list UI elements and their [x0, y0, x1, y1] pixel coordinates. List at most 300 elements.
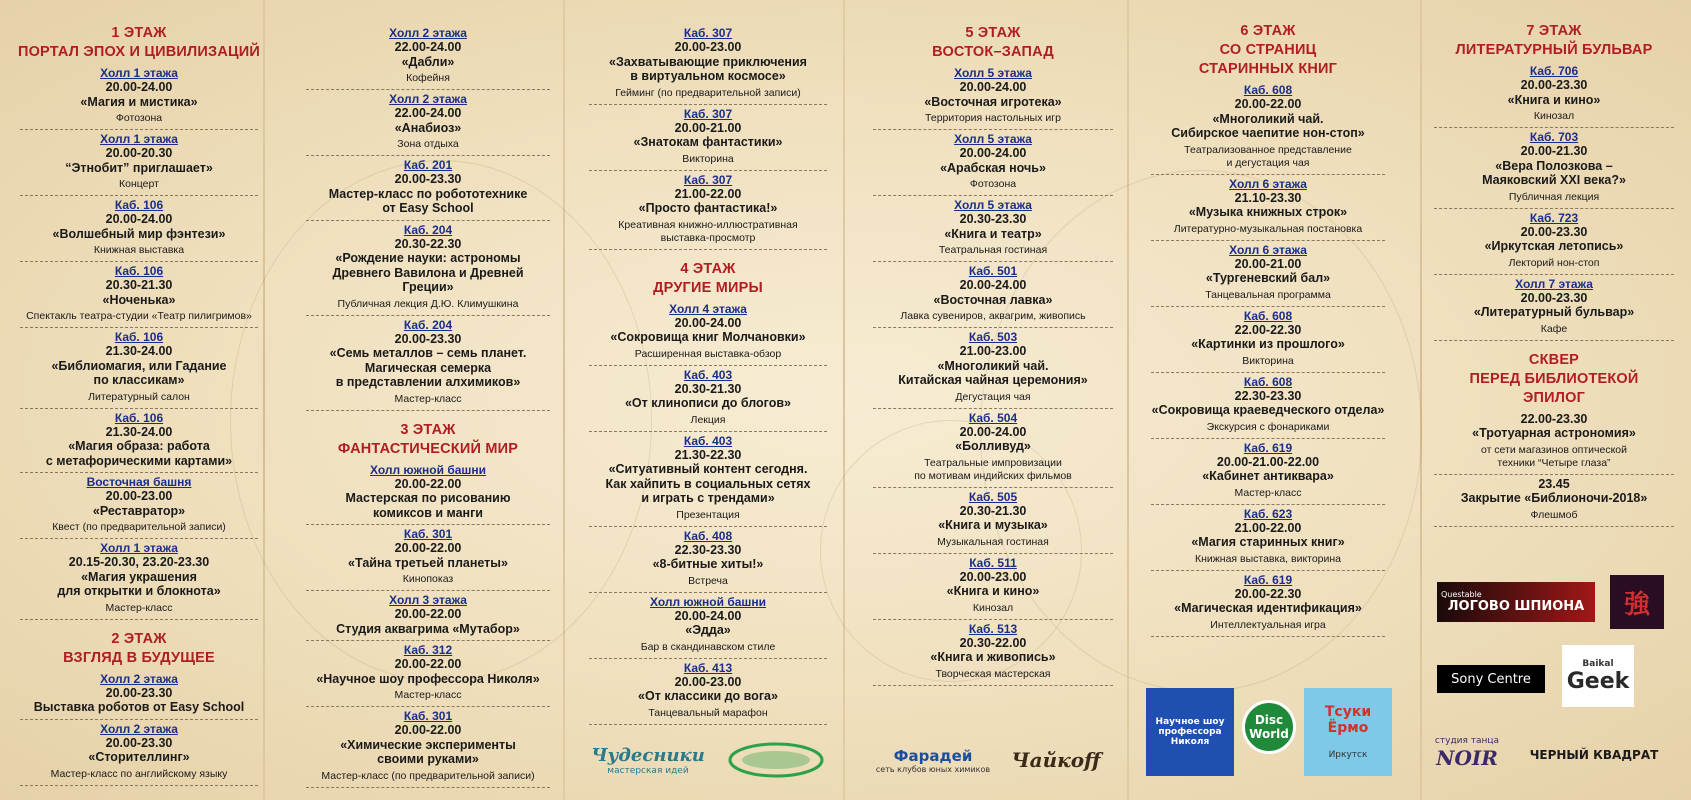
event-time: 20.30-23.30 — [959, 212, 1027, 226]
event-time: 21.00-22.00 — [674, 186, 742, 201]
event-description: Театральные импровизации по мотивам индийских фильмов — [914, 456, 1072, 482]
event-title: «Эдда» — [685, 623, 731, 637]
event-entry — [306, 316, 550, 411]
event-time: 20.00-23.00 — [674, 674, 742, 689]
event-time: 20.00-23.30 — [105, 685, 173, 700]
event-description: Мастер-класс — [105, 601, 173, 614]
section-heading — [1428, 22, 1680, 60]
event-time: 21.00-23.00 — [959, 344, 1027, 358]
event-title: Мастерская по рисованию комиксов и манги — [345, 491, 511, 520]
event-time: 20.00-24.00 — [105, 80, 173, 94]
event-entry — [20, 64, 258, 130]
event-entry — [1151, 505, 1385, 571]
event-location: Каб. 106 — [114, 330, 164, 344]
event-time: 20.30-21.30 — [105, 278, 173, 292]
event-entry — [20, 409, 258, 474]
event-time: 21.10-23.30 — [1234, 190, 1302, 205]
event-title: «Ноченька» — [102, 292, 176, 307]
heading-line: ПЕРЕД БИБЛИОТЕКОЙ — [1469, 370, 1639, 387]
section-heading — [1428, 351, 1680, 408]
heading-line: 3 ЭТАЖ — [400, 421, 456, 438]
event-title: «Библиомагия, или Гадание по классикам» — [51, 358, 227, 387]
section — [14, 630, 264, 786]
event-entry — [20, 670, 258, 720]
event-entry — [306, 156, 550, 221]
event-title: «Сокровища книг Молчановки» — [610, 330, 806, 344]
event-time: 22.00-23.30 — [1520, 411, 1588, 426]
event-location: Каб. 307 — [683, 172, 733, 187]
event-time: 20.30-21.30 — [959, 503, 1027, 518]
event-entry — [1151, 439, 1385, 505]
event-time: 20.00-23.30 — [394, 172, 462, 186]
event-time: 20.30-21.30 — [674, 381, 742, 396]
event-time: 22.00-24.00 — [394, 106, 462, 120]
event-location: Холл 4 этажа — [669, 301, 747, 316]
event-title: «Семь металлов – семь планет. Магическая семерка в представлении алхимиков» — [329, 346, 527, 389]
tsuki-subtitle: Иркутск — [1328, 750, 1368, 760]
event-entry — [873, 554, 1113, 620]
event-description: Дегустация чая — [955, 390, 1031, 403]
event-location: Холл 6 этажа — [1229, 242, 1307, 257]
event-location: Каб. 504 — [968, 410, 1018, 425]
heading-line: 4 ЭТАЖ — [680, 260, 736, 277]
event-description: Книжная выставка, викторина — [1194, 552, 1342, 565]
event-title: «Дабли» — [401, 54, 455, 69]
red-symbol-icon: 強 — [1623, 589, 1650, 620]
heading-line: ЭПИЛОГ — [1522, 389, 1586, 406]
chaikoff-title: Чайкоff — [1011, 748, 1101, 772]
event-location: Холл 3 этажа — [389, 593, 467, 607]
logovo-top: Questable — [1441, 590, 1482, 599]
faradey-logo — [868, 742, 998, 778]
event-title: «Магия образа: работа с метафорическими картами» — [45, 439, 233, 468]
event-title: «Сторителлинг» — [88, 750, 190, 764]
column-floor-3 — [583, 0, 833, 800]
event-title: «Болливуд» — [955, 439, 1031, 453]
event-location: Каб. 106 — [114, 410, 164, 425]
section-heading — [1145, 22, 1391, 79]
event-description: Танцевальная программа — [1205, 288, 1331, 301]
event-entry — [873, 409, 1113, 488]
event-description: Мастер-класс по английскому языку — [50, 767, 228, 780]
event-title: «Многоликий чай. Китайская чайная церемония» — [898, 358, 1088, 387]
event-entry — [20, 473, 258, 539]
noir-title: NOIR — [1436, 746, 1498, 770]
event-title: «Музыка книжных строк» — [1188, 205, 1348, 219]
logovo-title: ЛОГОВО ШПИОНА — [1447, 599, 1585, 614]
event-location: Холл 1 этажа — [100, 66, 178, 80]
event-title: «Захватывающие приключения в виртуальном космосе» — [609, 54, 807, 83]
event-title: «Книга и живопись» — [930, 650, 1056, 664]
event-time: 20.00-23.30 — [1520, 290, 1588, 305]
event-description: Мастер-класс — [1234, 486, 1302, 499]
event-location: Восточная башня — [86, 475, 192, 489]
column-floor-2 — [300, 0, 556, 800]
event-entry — [589, 527, 827, 593]
heading-line: ВОСТОК–ЗАПАД — [932, 44, 1054, 60]
event-time: 20.00-21.00 — [674, 120, 742, 135]
event-title: «Реставратор» — [92, 503, 186, 518]
fold-line — [1127, 0, 1129, 800]
event-entry — [589, 300, 827, 366]
event-entry — [306, 90, 550, 156]
event-entry — [1434, 209, 1674, 275]
event-description: Креативная книжно-иллюстративная выставка-просмотр — [618, 218, 798, 244]
sony-centre-logo — [1437, 665, 1545, 693]
event-location: Холл 2 этажа — [389, 92, 467, 106]
event-location: Каб. 106 — [114, 264, 164, 278]
event-location: Каб. 706 — [1529, 64, 1579, 78]
event-title: «Арабская ночь» — [940, 160, 1046, 175]
event-location: Каб. 723 — [1529, 210, 1579, 225]
event-description: Интеллектуальная игра — [1210, 618, 1326, 631]
event-entry — [589, 24, 827, 105]
event-description: Концерт — [119, 178, 159, 190]
event-entry — [1434, 275, 1674, 341]
event-entry — [589, 659, 827, 725]
event-description: Презентация — [676, 508, 740, 521]
event-entry — [20, 720, 258, 786]
section — [14, 24, 264, 620]
event-description: Территория настольных игр — [925, 112, 1061, 124]
event-entry — [589, 432, 827, 527]
event-title: «Иркутская летопись» — [1484, 239, 1624, 253]
heading-line: 7 ЭТАЖ — [1526, 23, 1582, 39]
baikal-top: Baikal — [1582, 658, 1614, 669]
event-description: Викторина — [1242, 354, 1294, 367]
event-entry — [1434, 410, 1674, 475]
noir-logo — [1432, 730, 1502, 776]
faradey-title: Фарадей — [893, 746, 973, 765]
heading-line: ПОРТАЛ ЭПОХ И ЦИВИЛИЗАЦИЙ — [17, 44, 261, 60]
fold-line — [1420, 0, 1422, 800]
kvadrat-title: ЧЕРНЫЙ КВАДРАТ — [1529, 748, 1659, 762]
event-title: «Книга и театр» — [944, 226, 1042, 241]
chudesniki-title: Чудесники — [591, 744, 705, 766]
event-description: Фотозона — [115, 112, 163, 124]
event-description: Кафе — [1540, 322, 1568, 335]
event-title: «Знатокам фантастики» — [633, 135, 783, 149]
event-time: 20.00-24.00 — [959, 80, 1027, 94]
faradey-subtitle: сеть клубов юных химиков — [875, 764, 991, 774]
event-title: «Восточная игротека» — [924, 94, 1062, 109]
event-time: 20.00-21.00-22.00 — [1216, 454, 1320, 469]
event-location: Каб. 513 — [968, 621, 1018, 636]
event-time: 20.00-23.30 — [105, 735, 173, 750]
event-entry — [589, 105, 827, 171]
section-heading — [14, 630, 264, 668]
event-time: 20.00-24.00 — [105, 212, 173, 226]
event-location: Каб. 501 — [968, 264, 1018, 278]
event-description: Встреча — [688, 574, 728, 587]
event-title: «Химические эксперименты своими руками» — [340, 737, 516, 766]
event-time: 20.00-23.00 — [674, 40, 742, 54]
event-title: Студия аквагрима «Мутабор» — [336, 621, 520, 636]
event-location: Холл 2 этажа — [100, 671, 178, 686]
event-description: Флешмоб — [1530, 508, 1578, 521]
nikola-logo — [1146, 688, 1234, 776]
event-location: Каб. 511 — [969, 555, 1017, 570]
event-entry — [589, 171, 827, 250]
section — [867, 24, 1119, 686]
event-entry — [306, 641, 550, 707]
event-title: «Восточная лавка» — [933, 292, 1053, 307]
section — [1145, 22, 1391, 637]
event-description: Кинозал — [1533, 110, 1575, 122]
event-description: Литературно-музыкальная постановка — [1173, 222, 1363, 235]
section-heading — [583, 260, 833, 298]
event-title: «Магия и мистика» — [80, 94, 198, 109]
fold-line — [563, 0, 565, 800]
event-description: Экскурсия с фонариками — [1206, 420, 1330, 433]
event-entry — [589, 593, 827, 659]
event-entry — [1151, 175, 1385, 241]
event-location: Холл 5 этажа — [954, 66, 1032, 80]
event-entry — [873, 196, 1113, 262]
event-title: Закрытие «Библионочи-2018» — [1460, 491, 1648, 505]
event-time: 21.00-22.00 — [1234, 520, 1302, 535]
event-location: Каб. 403 — [683, 367, 733, 382]
event-entry — [306, 24, 550, 90]
event-location: Холл 1 этажа — [100, 132, 178, 146]
event-title: «Вера Полозкова – Маяковский XXI века?» — [1482, 158, 1626, 187]
event-time: 20.00-22.00 — [1234, 97, 1302, 111]
event-title: «Кабинет антиквара» — [1202, 469, 1334, 483]
event-entry — [873, 130, 1113, 196]
event-location: Каб. 413 — [683, 660, 733, 675]
event-location: Каб. 619 — [1243, 440, 1293, 455]
event-title: «Книга и кино» — [1507, 92, 1601, 107]
baikal-geek-logo — [1562, 645, 1634, 707]
event-description: Музыкальная гостиная — [937, 535, 1049, 548]
event-location: Каб. 505 — [968, 489, 1018, 504]
event-location: Каб. 619 — [1243, 572, 1293, 587]
event-title: «Книга и кино» — [946, 584, 1040, 598]
event-entry — [873, 328, 1113, 409]
event-time: 23.45 — [1538, 476, 1570, 491]
tsuki-logo — [1304, 688, 1392, 776]
chudesniki-subtitle: мастерская идей — [607, 765, 689, 776]
green-club-logo — [726, 738, 826, 780]
event-entry — [306, 461, 550, 526]
event-entry — [306, 221, 550, 316]
event-title: «От клинописи до блогов» — [624, 396, 791, 410]
event-time: 20.00-23.00 — [959, 569, 1027, 584]
event-time: 20.30-22.30 — [394, 236, 462, 251]
event-time: 20.00-24.00 — [959, 146, 1027, 160]
heading-line: СО СТРАНИЦ — [1219, 42, 1317, 58]
event-location: Каб. 201 — [403, 158, 453, 172]
event-title: «От классики до вога» — [638, 689, 778, 703]
event-entry — [20, 196, 258, 262]
event-time: 20.00-22.00 — [394, 607, 462, 621]
event-description: Кинозал — [972, 601, 1014, 614]
event-entry — [1151, 241, 1385, 307]
section — [300, 24, 556, 411]
section — [1428, 351, 1680, 527]
section-heading — [867, 24, 1119, 62]
heading-line: СТАРИННЫХ КНИГ — [1198, 61, 1338, 77]
column-floor-5 — [867, 0, 1119, 800]
heading-line: СКВЕР — [1528, 351, 1580, 368]
event-location: Каб. 608 — [1243, 83, 1293, 97]
event-description: Квест (по предварительной записи) — [52, 521, 226, 533]
event-description: Фотозона — [969, 178, 1017, 190]
section-heading — [300, 421, 556, 459]
event-description: Бар в скандинавском стиле — [640, 640, 776, 653]
event-title: «Анабиоз» — [394, 120, 462, 135]
heading-line: ФАНТАСТИЧЕСКИЙ МИР — [337, 440, 519, 457]
event-description: Кофейня — [406, 72, 450, 84]
baikal-title: Geek — [1566, 668, 1630, 694]
section — [583, 24, 833, 250]
event-time: 21.30-22.30 — [674, 447, 742, 462]
event-title: «Тургеневский бал» — [1205, 271, 1331, 285]
event-location: Каб. 301 — [403, 709, 453, 723]
event-entry — [20, 328, 258, 409]
event-description: Спектакль театра-студии «Театр пилигримов» — [26, 310, 252, 322]
event-time: 20.15-20.30, 23.20-23.30 — [68, 555, 210, 569]
event-location: Каб. 106 — [114, 198, 164, 212]
event-entry — [873, 488, 1113, 554]
section — [300, 421, 556, 788]
event-title: «Ситуативный контент сегодня. Как хайпить в социальных сетях и играть с трендами» — [605, 462, 811, 505]
event-entry — [20, 262, 258, 328]
event-description: Книжная выставка — [93, 244, 185, 256]
section-heading — [14, 24, 264, 62]
event-time: 20.00-24.00 — [674, 608, 742, 623]
event-time: 21.30-24.00 — [105, 344, 173, 358]
fold-line — [843, 0, 845, 800]
section — [1428, 22, 1680, 341]
event-location: Каб. 307 — [683, 106, 733, 121]
event-entry — [873, 262, 1113, 328]
disc-world-logo — [1242, 700, 1296, 754]
event-location: Каб. 608 — [1243, 374, 1293, 389]
event-location: Холл 2 этажа — [100, 721, 178, 736]
event-entry — [1434, 475, 1674, 527]
event-location: Холл 7 этажа — [1515, 276, 1593, 291]
event-time: 20.00-20.30 — [105, 146, 173, 160]
event-title: «8-битные хиты!» — [652, 557, 764, 571]
event-description: Викторина — [682, 152, 734, 165]
column-floor-6 — [1145, 0, 1391, 800]
red-symbol-logo — [1610, 575, 1664, 629]
kvadrat-logo — [1508, 738, 1680, 772]
event-entry — [306, 525, 550, 591]
event-title: «Книга и музыка» — [938, 518, 1048, 532]
event-time: 20.00-21.00 — [1234, 256, 1302, 271]
event-entry — [1151, 373, 1385, 439]
event-time: 20.30-22.00 — [959, 635, 1027, 650]
event-description: Танцевальный марафон — [648, 706, 768, 719]
event-description: Театральная гостиная — [938, 244, 1048, 256]
event-description: Мастер-класс — [394, 689, 462, 701]
event-title: «Магическая идентификация» — [1174, 601, 1362, 615]
heading-line: ВЗГЛЯД В БУДУЩЕЕ — [63, 649, 215, 666]
nikola-title: Научное шоу профессора Николя — [1155, 717, 1225, 747]
event-entry — [873, 620, 1113, 686]
event-time: 21.30-24.00 — [105, 424, 173, 439]
event-time: 20.00-22.30 — [1234, 586, 1302, 601]
column-floor-1 — [14, 0, 264, 800]
heading-line: 2 ЭТАЖ — [111, 630, 167, 647]
event-time: 22.30-23.30 — [674, 542, 742, 557]
event-description: Лекция — [690, 413, 726, 426]
event-entry — [1434, 62, 1674, 128]
event-time: 20.00-23.30 — [394, 331, 462, 346]
event-entry — [20, 539, 258, 620]
event-description: от сети магазинов оптической техники “Четыре глаза” — [1480, 443, 1628, 469]
event-description: Публичная лекция Д.Ю. Климушкина — [337, 297, 519, 310]
event-location: Каб. 312 — [403, 643, 453, 657]
event-time: 20.00-22.00 — [394, 723, 462, 737]
heading-line: 6 ЭТАЖ — [1240, 23, 1296, 39]
event-location: Каб. 403 — [683, 433, 733, 448]
event-entry — [20, 130, 258, 196]
event-location: Холл южной башни — [369, 462, 487, 477]
event-time: 20.00-22.00 — [394, 476, 462, 491]
heading-line: 1 ЭТАЖ — [111, 25, 167, 41]
event-time: 20.00-24.00 — [674, 315, 742, 330]
event-title: «Рождение науки: астрономы Древнего Вавилона и Древней Греции» — [332, 251, 524, 294]
event-title: «Волшебный мир фэнтези» — [52, 226, 226, 241]
event-location: Холл 5 этажа — [954, 132, 1032, 146]
event-location: Каб. 623 — [1243, 506, 1293, 521]
event-title: «Просто фантастика!» — [638, 201, 778, 215]
event-entry — [306, 591, 550, 641]
event-title: «Многоликий чай. Сибирское чаепитие нон-стоп» — [1171, 111, 1365, 140]
event-title: «Сокровища краеведческого отдела» — [1151, 403, 1385, 417]
event-description: Литературный салон — [88, 390, 190, 403]
event-location: Холл 2 этажа — [389, 26, 467, 40]
event-entry — [1151, 307, 1385, 373]
event-title: «Тротуарная астрономия» — [1472, 426, 1636, 440]
event-description: Гейминг (по предварительной записи) — [615, 86, 801, 99]
event-title: «Картинки из прошлого» — [1191, 337, 1345, 351]
event-title: «Магия старинных книг» — [1191, 535, 1345, 549]
section — [583, 260, 833, 725]
event-time: 20.00-23.30 — [1520, 224, 1588, 239]
event-time: 22.30-23.30 — [1234, 388, 1302, 403]
event-entry — [306, 707, 550, 788]
event-entry — [1434, 128, 1674, 209]
event-description: Лекторий нон-стоп — [1508, 256, 1600, 269]
event-entry — [1151, 81, 1385, 175]
event-location: Каб. 408 — [683, 528, 733, 543]
event-time: 20.00-23.00 — [105, 489, 173, 503]
event-time: 20.00-24.00 — [959, 278, 1027, 292]
event-time: 20.00-21.30 — [1520, 144, 1588, 158]
event-location: Каб. 204 — [403, 222, 453, 237]
tsuki-title: Тсуки Ёрмо — [1324, 704, 1372, 736]
event-time: 20.00-23.30 — [1520, 78, 1588, 92]
event-title: Мастер-класс по робототехнике от Easy School — [328, 186, 528, 215]
event-entry — [589, 366, 827, 432]
event-location: Холл 5 этажа — [954, 198, 1032, 212]
event-title: «Магия украшения для открытки и блокнота» — [57, 569, 221, 598]
sony-centre-title: Sony Centre — [1451, 671, 1531, 687]
event-description: Кинопоказ — [402, 573, 454, 585]
event-description: Театрализованное представление и дегустация чая — [1184, 143, 1352, 169]
event-time: 20.00-24.00 — [959, 424, 1027, 439]
event-title: «Научное шоу профессора Николя» — [316, 671, 540, 686]
event-description: Мастер-класс (по предварительной записи) — [321, 769, 535, 782]
event-location: Каб. 503 — [968, 330, 1018, 344]
event-location: Холл 1 этажа — [100, 541, 178, 555]
event-time: 20.00-22.00 — [394, 657, 462, 671]
event-title: «Литературный бульвар» — [1473, 305, 1635, 319]
